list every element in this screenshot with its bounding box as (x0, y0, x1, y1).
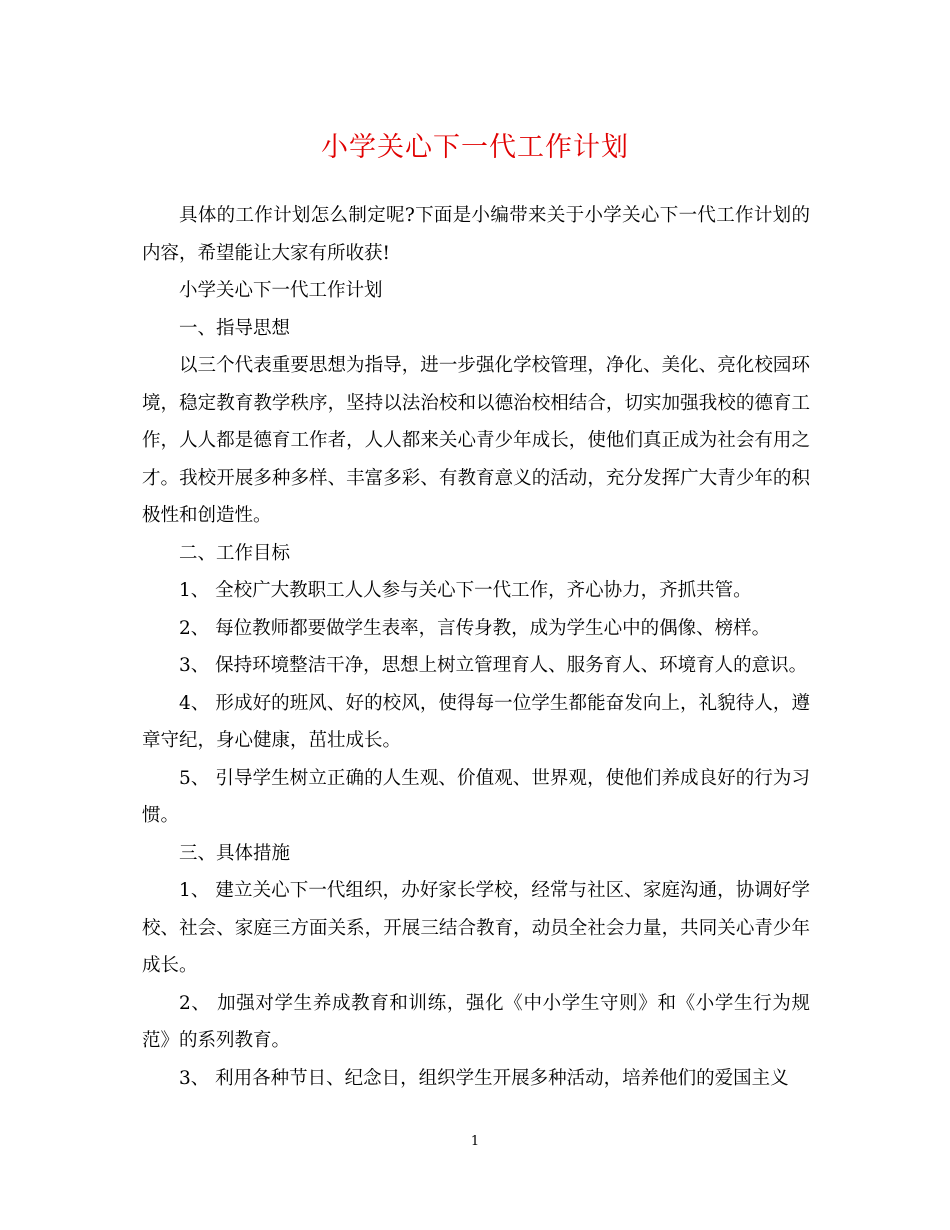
goal-item-3: 3、 保持环境整洁干净，思想上树立管理育人、服务育人、环境育人的意识。 (179, 655, 808, 676)
goal-item-4: 4、 形成好的班风、好的校风，使得每一位学生都能奋发向上，礼貌待人，遵章守纪，身心健康，茁壮成长。 (142, 692, 810, 751)
intro-paragraph: 具体的工作计划怎么制定呢?下面是小编带来关于小学关心下一代工作计划的内容，希望能让大家有所收获! (142, 205, 810, 264)
document-title: 小学关心下一代工作计划 (321, 132, 629, 163)
guiding-thought-paragraph: 以三个代表重要思想为指导，进一步强化学校管理，净化、美化、亮化校园环境，稳定教育教学秩序，坚持以法治校和以德治校相结合，切实加强我校的德育工作，人人都是德育工作者，人人都来关心青少年成长，使他们真正成为社会有用之才。我校开展多种多样、丰富多彩、有教育意义的活动，充分发挥广大青少年的积极性和创造性。 (142, 355, 810, 526)
section-heading-3: 三、具体措施 (179, 842, 291, 864)
measure-item-2: 2、 加强对学生养成教育和训练，强化《中小学生守则》和《小学生行为规范》的系列教育。 (142, 992, 810, 1051)
measure-item-1: 1、 建立关心下一代组织，办好家长学校，经常与社区、家庭沟通，协调好学校、社会、家庭三方面关系，开展三结合教育，动员全社会力量，共同关心青少年成长。 (142, 880, 810, 976)
plan-heading: 小学关心下一代工作计划 (179, 280, 383, 301)
goal-item-1: 1、 全校广大教职工人人参与关心下一代工作，齐心协力，齐抓共管。 (179, 580, 752, 601)
goal-item-5: 5、 引导学生树立正确的人生观、价值观、世界观，使他们养成良好的行为习惯。 (142, 767, 810, 826)
document-body (142, 197, 810, 1097)
page-number: 1 (470, 1134, 480, 1149)
section-heading-2: 二、工作目标 (179, 542, 291, 564)
measure-item-3: 3、 利用各种节日、纪念日，组织学生开展多种活动，培养他们的爱国主义 (179, 1067, 789, 1089)
goal-item-2: 2、 每位教师都要做学生表率，言传身教，成为学生心中的偶像、榜样。 (179, 617, 771, 639)
section-heading-1: 一、指导思想 (179, 317, 291, 339)
